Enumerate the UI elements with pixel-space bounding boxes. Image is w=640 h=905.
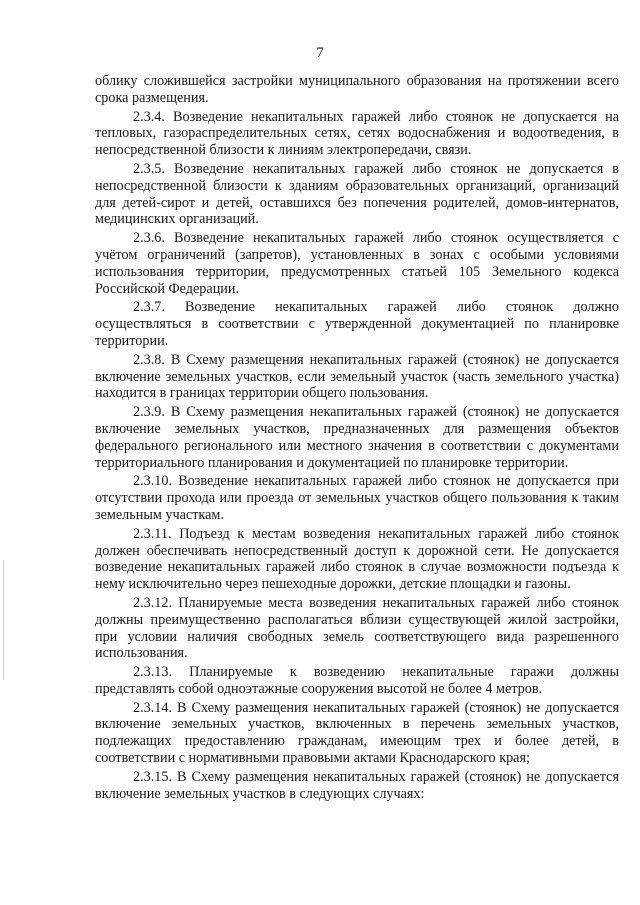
paragraph-2-3-8: 2.3.8. В Схему размещения некапитальных гаражей (стоянок) не допускается включение земельных участков, если земельный участок (часть земельного участка) находится в границах территории общего пользования. bbox=[95, 351, 619, 402]
paragraph-2-3-13: 2.3.13. Планируемые к возведению некапитальные гаражи должны представлять собой одноэтажные сооружения высотой не более 4 метров. bbox=[95, 664, 619, 697]
paragraph-2-3-15: 2.3.15. В Схему размещения некапитальных гаражей (стоянок) не допускается включение земельных участков в следующих случаях: bbox=[95, 768, 619, 802]
paragraph-2-3-10: 2.3.10. Возведение некапитальных гаражей либо стоянок не допускается при отсутствии прохода или проезда от земельных участков общего пользования к таким земельным участкам. bbox=[95, 473, 619, 523]
paragraph-2-3-14: 2.3.14. В Схему размещения некапитальных гаражей (стоянок) не допускается включение земельных участков, включенных в перечень земельных участков, подлежащих предоставлению гражданам, имеющим трех и более детей, в соответствии с нормативными правовыми актами Краснодарского края; bbox=[95, 699, 619, 767]
paragraph-2-3-12: 2.3.12. Планируемые места возведения некапитальных гаражей либо стоянок должны преимущественно располагаться вблизи существующей жилой застройки, при условии наличия свободных земель соответствующего вида разрешенного использования. bbox=[95, 594, 619, 662]
scan-edge-mark bbox=[3, 560, 4, 680]
paragraph-2-3-5: 2.3.5. Возведение некапитальных гаражей либо стоянок не допускается в непосредственной близости к зданиям образовательных организаций, организаций для детей-сирот и детей, оставшихся без попечения родителей, домов-интернатов, медицинских организаций. bbox=[95, 160, 619, 228]
paragraph-2-3-9: 2.3.9. В Схему размещения некапитальных гаражей (стоянок) не допускается включение земельных участков, предназначенных для размещения объектов федерального регионального или местного значения в соответствии с документами территориального планирования и документацией по планировке территории. bbox=[95, 404, 619, 471]
paragraph-2-3-7: 2.3.7. Возведение некапитальных гаражей либо стоянок должно осуществляться в соответствии с утвержденной документацией по планировке территории. bbox=[95, 299, 619, 349]
page-number: 7 bbox=[316, 45, 324, 61]
paragraph-2-3-11: 2.3.11. Подъезд к местам возведения некапитальных гаражей либо стоянок должен обеспечивать непосредственный доступ к дорожной сети. Не допускается возведение некапитальных гаражей либо стоянок в случае возможности подъезда к нему исключительно через пешеходные дорожки, детские площадки и газоны. bbox=[95, 525, 619, 593]
paragraph-continuation: облику сложившейся застройки муниципального образования на протяжении всего срока размещения. bbox=[95, 73, 619, 106]
paragraph-2-3-6: 2.3.6. Возведение некапитальных гаражей либо стоянок осуществляется с учётом ограничений (запретов), установленных в зонах с особыми условиями использования территории, предусмотренных статьей 105 Земельного кодекса Российской Федерации. bbox=[95, 230, 619, 297]
paragraph-2-3-4: 2.3.4. Возведение некапитальных гаражей либо стоянок не допускается на тепловых, газораспределительных сетях, сетях водоснабжения и водоотведения, в непосредственной близости к линиям электропередачи, связи. bbox=[95, 108, 619, 159]
document-body bbox=[95, 73, 619, 804]
